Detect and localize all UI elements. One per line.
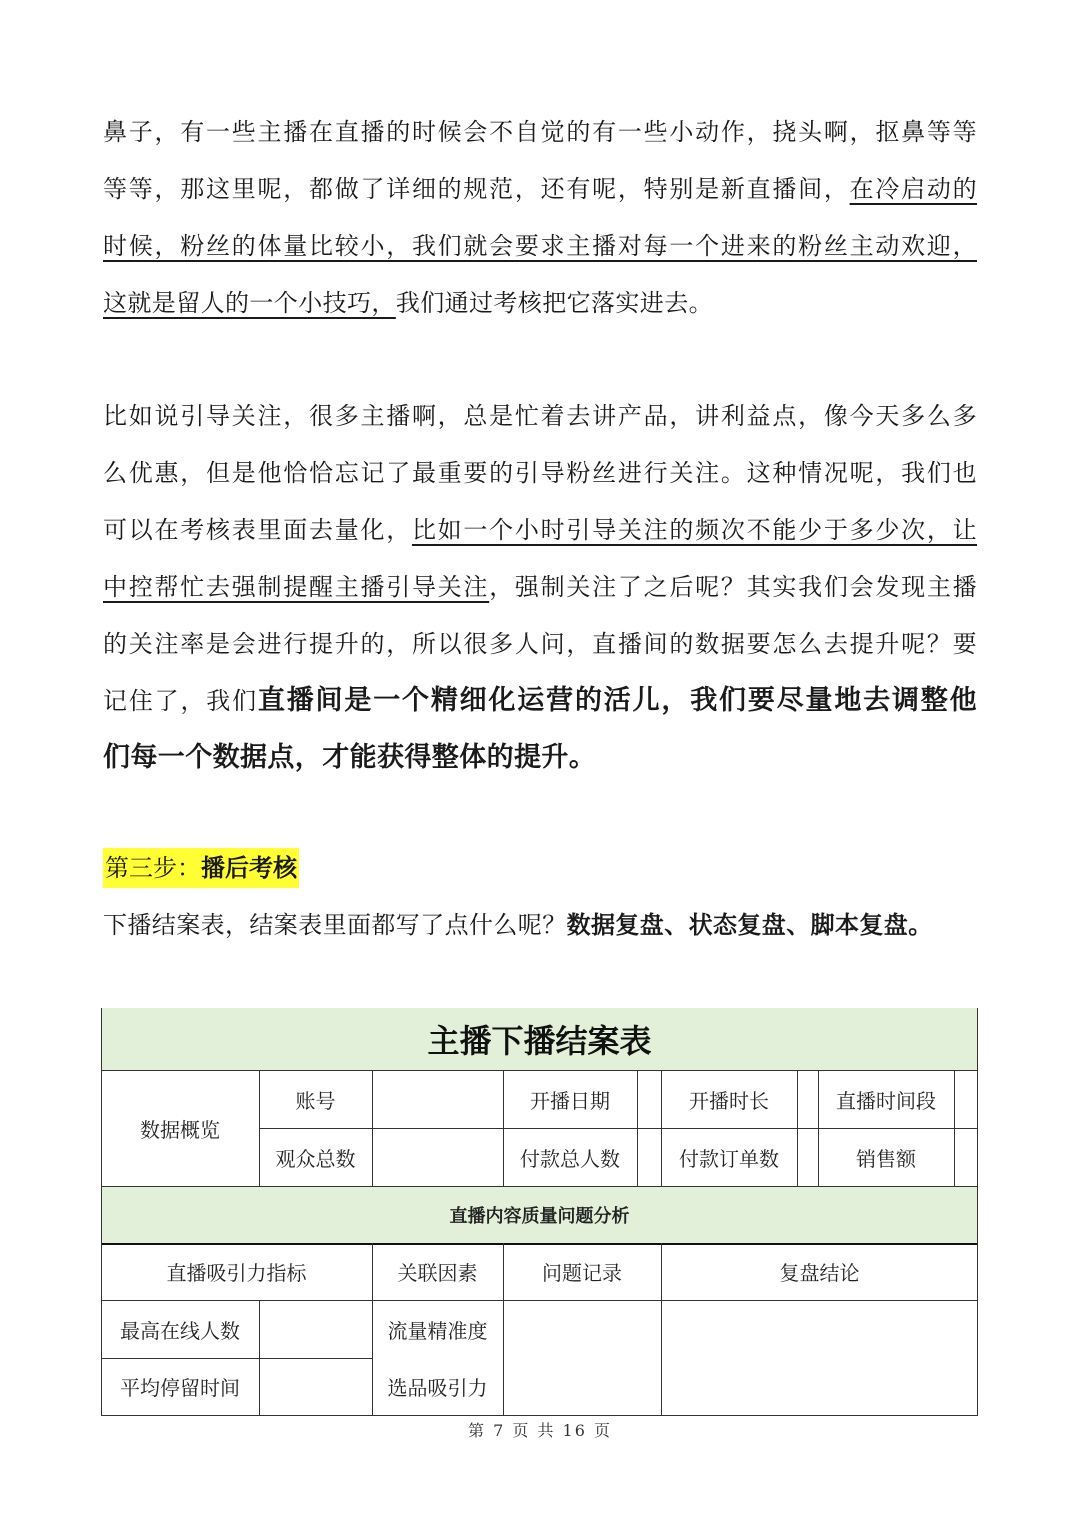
paragraph-line: 等等，那这里呢，都做了详细的规范，还有呢，特别是新直播间，在冷启动的: [103, 175, 977, 203]
paragraph-line: 下播结案表，结案表里面都写了点什么呢？数据复盘、状态复盘、脚本复盘。: [103, 911, 933, 939]
underlined-text: 在冷启动的: [849, 175, 977, 203]
paragraph-line: 可以在考核表里面去量化，比如一个小时引导关注的频次不能少于多少次，让: [103, 516, 977, 544]
table-cell: 付款订单数: [679, 1146, 779, 1171]
paragraph-line: 记住了，我们直播间是一个精细化运营的活儿，我们要尽量地去调整他: [103, 685, 977, 716]
page-footer: 第 7 页 共 16 页: [468, 1421, 612, 1440]
table-cell: 观众总数: [275, 1146, 356, 1171]
underlined-text: 时候，粉丝的体量比较小，我们就会要求主播对每一个进来的粉丝主动欢迎，: [103, 232, 977, 260]
column-header: 问题记录: [542, 1261, 622, 1285]
paragraph-line: 中控帮忙去强制提醒主播引导关注，强制关注了之后呢？其实我们会发现主播: [103, 573, 977, 601]
bold-text: 数据复盘、状态复盘、脚本复盘。: [566, 911, 933, 939]
column-header: 复盘结论: [779, 1261, 860, 1285]
table-cell: 选品吸引力: [387, 1376, 488, 1400]
paragraph-line: [103, 226, 977, 266]
column-header: 直播吸引力指标: [166, 1261, 307, 1285]
underlined-text: 比如一个小时引导关注的频次不能少于多少次，让: [411, 516, 977, 544]
column-header: 关联因素: [397, 1261, 478, 1285]
paragraph-line: 么优惠，但是他恰恰忘记了最重要的引导粉丝进行关注。这种情况呢，我们也: [103, 459, 977, 487]
bold-text: 们每一个数据点，才能获得整体的提升。: [103, 742, 597, 773]
table-cell: 销售额: [856, 1146, 916, 1171]
underlined-text: 这就是留人的一个小技巧，: [103, 289, 396, 317]
bold-text: 直播间是一个精细化运营的活儿，我们要尽量地去调整他: [257, 685, 977, 716]
step-heading: 第三步：播后考核: [103, 848, 299, 888]
table-cell: 直播时间段: [836, 1088, 936, 1113]
closing-report-table: [101, 1008, 978, 1416]
underlined-text: 中控帮忙去强制提醒主播引导关注: [103, 573, 490, 601]
table-cell: 开播日期: [530, 1088, 610, 1113]
paragraph-line: 这就是留人的一个小技巧，我们通过考核把它落实进去。: [103, 289, 714, 317]
table-cell: 账号: [295, 1088, 336, 1113]
paragraph-line: [103, 738, 977, 778]
table-cell: 平均停留时间: [120, 1376, 240, 1400]
table-cell: 流量精准度: [387, 1318, 488, 1343]
table-cell: 最高在线人数: [120, 1318, 240, 1343]
paragraph-line: 鼻子，有一些主播在直播的时候会不自觉的有一些小动作，挠头啊，抠鼻等等: [103, 118, 977, 146]
data-overview-label: 数据概览: [140, 1117, 220, 1142]
section-title: 直播内容质量问题分析: [449, 1205, 630, 1227]
table-cell: 付款总人数: [520, 1146, 620, 1171]
table-cell: 开播时长: [689, 1088, 769, 1113]
paragraph-line: 的关注率是会进行提升的，所以很多人问，直播间的数据要怎么去提升呢？要: [103, 630, 977, 658]
table-title: 主播下播结案表: [427, 1022, 652, 1060]
paragraph-line: 比如说引导关注，很多主播啊，总是忙着去讲产品，讲利益点，像今天多么多: [103, 402, 977, 430]
